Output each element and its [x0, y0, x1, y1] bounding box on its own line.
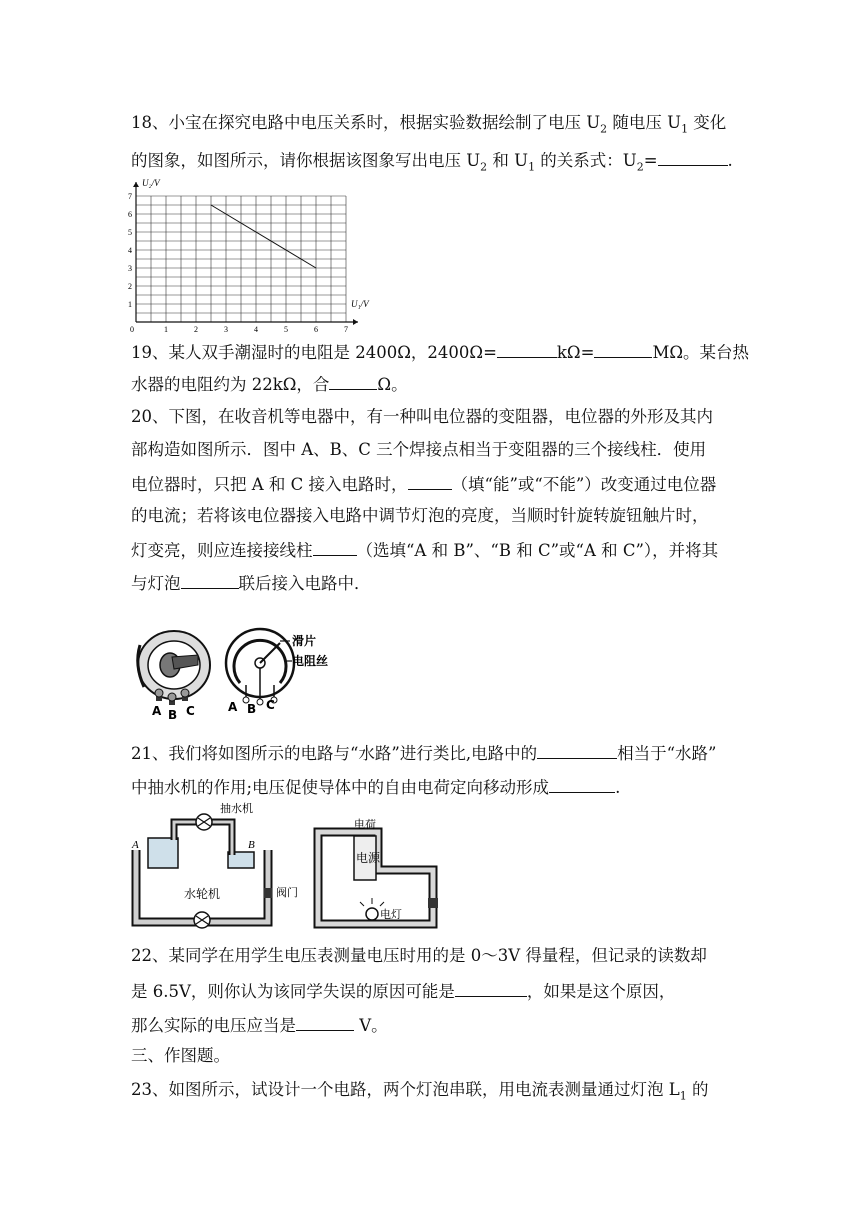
charge-label: 电荷 [354, 819, 376, 831]
x-tick-label: 1 [164, 325, 168, 334]
voltage-graph [126, 174, 369, 334]
y-tick-label: 5 [128, 228, 132, 237]
x-tick-label: 3 [224, 325, 228, 334]
terminal-c-label: C [186, 704, 195, 718]
y-tick-label: 2 [128, 282, 132, 291]
x-tick-label: 4 [254, 325, 258, 334]
section-heading: 三、作图题。 [131, 1046, 230, 1065]
y-tick-label: 6 [128, 210, 132, 219]
potentiometer-figure [130, 625, 350, 720]
y-tick-label: 7 [128, 192, 132, 201]
y-axis-arrow [133, 182, 139, 187]
x-tick-label: 0 [130, 325, 134, 334]
pump-label: 抽水机 [220, 803, 253, 815]
answer-blank[interactable] [549, 776, 615, 793]
terminal-a-label: A [152, 704, 162, 718]
q20-line-6: 与灯泡 联后接入电路中． [131, 574, 371, 593]
q20-line-4: 的电流；若将该电位器接入电路中调节灯泡的亮度，当顺时针旋转旋钮触片时， [131, 506, 709, 525]
potentiometer-exterior [138, 631, 210, 705]
x-axis-arrow [353, 319, 358, 325]
power-source-label: 电源 [356, 851, 381, 865]
q20-line-3: 电位器时，只把 A 和 C 接入电路时， （填“能”或“不能”）改变通过电位器 [131, 475, 717, 494]
x-tick-label: 5 [284, 325, 288, 334]
point-b-label: B [248, 839, 255, 851]
q20-line-5: 灯变亮，则应连接接线柱 （选填“A 和 B”、“B 和 C”或“A 和 C”），并将其 [131, 541, 719, 560]
answer-blank[interactable] [537, 742, 617, 759]
answer-blank[interactable] [594, 341, 652, 358]
q19-line-1: 19、某人双手潮湿时的电阻是 2400Ω，2400Ω= kΩ= MΩ。某台热 [131, 343, 750, 362]
x-tick-label: 7 [344, 325, 348, 334]
answer-blank[interactable] [455, 980, 527, 997]
terminal-b-label-2: B [247, 702, 257, 716]
turbine-label: 水轮机 [184, 887, 221, 901]
x-axis-label: U₁/V [351, 299, 369, 309]
potentiometer-interior [226, 629, 294, 705]
terminal-a-label-2: A [228, 700, 238, 714]
q23-line-1: 23、如图所示，试设计一个电路，两个灯泡串联，用电流表测量通过灯泡 $L_1$ 的 [131, 1080, 709, 1103]
x-tick-label: 6 [314, 325, 318, 334]
q18-line-1: 18、小宝在探究电路中电压关系时，根据实验数据绘制了电压 $U_2$ 随电压 $U_1$ 变化 [131, 113, 727, 136]
q20-line-2: 部构造如图所示．图中 A、B、C 三个焊接点相当于变阻器的三个接线柱．使用 [131, 440, 707, 459]
resistance-wire-label: 电阻丝 [292, 654, 329, 668]
water-circuit [136, 814, 272, 928]
y-tick-label: 1 [128, 300, 132, 309]
q20-line-1: 20、下图，在收音机等电器中，有一种叫电位器的变阻器，电位器的外形及其内 [131, 407, 713, 426]
q18-line-2: 的图象，如图所示，请你根据该图象写出电压 $U_2$ 和 $U_1$ 的关系式：$U_2=$ . [131, 151, 733, 174]
q22-line-1: 22、某同学在用学生电压表测量电压时用的是 0～3V 得量程，但记录的读数却 [131, 946, 707, 965]
answer-blank[interactable] [313, 539, 357, 556]
y-tick-label: 3 [128, 264, 132, 273]
data-line [211, 205, 316, 268]
y-tick-label: 4 [128, 246, 132, 255]
point-a-label: A [132, 839, 139, 851]
y-axis-label: U₂/V [142, 178, 160, 188]
q19-line-2: 水器的电阻约为 22kΩ，合 Ω。 [131, 375, 408, 394]
q22-line-3: 那么实际的电压应当是 V。 [131, 1016, 388, 1035]
lamp-label: 电灯 [380, 909, 402, 921]
answer-blank[interactable] [497, 341, 557, 358]
terminal-c-label-2: C [266, 698, 275, 712]
answer-blank[interactable] [296, 1014, 354, 1031]
slider-label: 滑片 [292, 634, 317, 648]
terminal-b-label: B [168, 708, 178, 722]
answer-blank[interactable] [408, 473, 452, 490]
x-tick-label: 2 [194, 325, 198, 334]
answer-blank[interactable] [181, 572, 239, 589]
water-circuit-analogy-figure [128, 800, 458, 935]
valve-label: 阀门 [276, 887, 298, 899]
answer-blank[interactable] [658, 149, 728, 166]
q21-line-1: 21、我们将如图所示的电路与“水路”进行类比,电路中的 相当于“水路” [131, 744, 717, 763]
q22-line-2: 是 6.5V，则你认为该同学失误的原因可能是 ，如果是这个原因， [131, 982, 676, 1001]
electric-circuit [318, 832, 438, 924]
answer-blank[interactable] [329, 373, 377, 390]
q21-line-2: 中抽水机的作用;电压促使导体中的自由电荷定向移动形成 . [131, 778, 621, 797]
